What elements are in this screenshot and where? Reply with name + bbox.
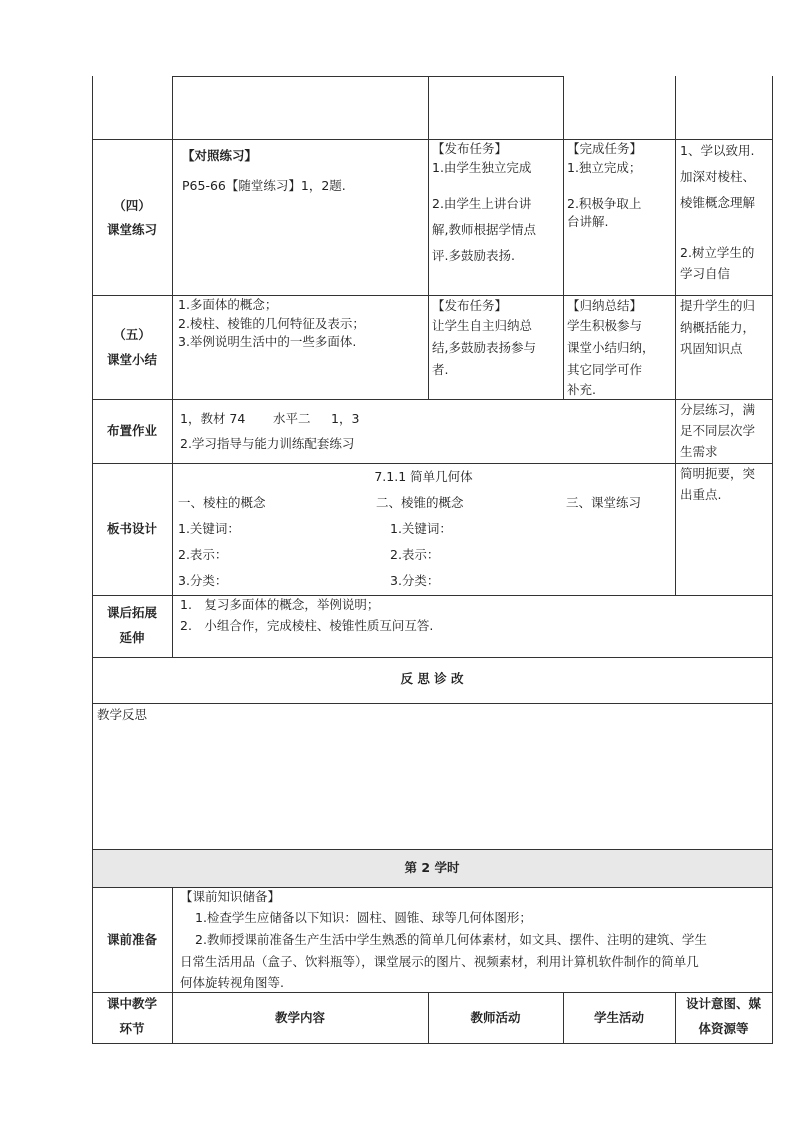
practice-design-line: 棱锥概念理解 bbox=[680, 195, 756, 210]
practice-design-line: 1、学以致用. bbox=[680, 143, 755, 158]
summary-student-line: 补充. bbox=[567, 382, 596, 397]
summary-design-line: 纳概括能力， bbox=[680, 320, 756, 335]
practice-teacher-title: 【发布任务】 bbox=[432, 141, 508, 156]
prep-line: 何体旋转视角图等. bbox=[180, 975, 284, 990]
board-col3-head: 三、课堂练习 bbox=[566, 495, 642, 510]
summary-design-line: 巩固知识点 bbox=[680, 341, 743, 356]
practice-design-line: 2.树立学生的 bbox=[680, 245, 755, 260]
rule bbox=[772, 76, 773, 658]
rule bbox=[675, 76, 676, 595]
prep-line: 1.检查学生应储备以下知识：圆柱、圆锥、球等几何体图形； bbox=[195, 910, 532, 925]
rule bbox=[92, 76, 93, 658]
prep-line: 2.教师授课前准备生产生活中学生熟悉的简单几何体素材，如文具、摆件、注明的建筑、学生 bbox=[195, 932, 707, 947]
practice-stage-label: 课堂练习 bbox=[106, 222, 157, 237]
board-col2-head: 二、棱锥的概念 bbox=[376, 495, 464, 510]
prep-label: 课前准备 bbox=[106, 932, 157, 947]
practice-design-line: 加深对棱柱、 bbox=[680, 169, 756, 184]
col-header-student: 学生活动 bbox=[593, 1010, 644, 1025]
homework-line1-a: 1，教材 74 bbox=[180, 411, 246, 426]
practice-teacher-line: 2.由学生上讲台讲 bbox=[432, 196, 532, 211]
rule bbox=[92, 295, 772, 296]
board-col1-head: 一、棱柱的概念 bbox=[178, 495, 266, 510]
practice-design-line: 学习自信 bbox=[680, 266, 731, 281]
summary-teacher-line: 让学生自主归纳总 bbox=[432, 318, 533, 333]
summary-content-line: 3.举例说明生活中的一些多面体. bbox=[178, 334, 357, 349]
practice-teacher-line: 评.多鼓励表扬. bbox=[432, 248, 515, 263]
rule bbox=[92, 595, 772, 596]
practice-content-title: 【对照练习】 bbox=[182, 148, 258, 163]
extension-label: 课后拓展 bbox=[106, 605, 157, 620]
summary-stage-num: （五） bbox=[113, 327, 151, 342]
reflection-header: 反 思 诊 改 bbox=[400, 671, 464, 686]
prep-line: 日常生活用品（盒子、饮料瓶等），课堂展示的图片、视频素材，利用计算机软件制作的简单几 bbox=[180, 954, 699, 969]
practice-student-line: 台讲解. bbox=[567, 214, 609, 229]
rule bbox=[92, 139, 772, 140]
board-design-line: 出重点. bbox=[680, 487, 722, 502]
homework-line2: 2.学习指导与能力训练配套练习 bbox=[180, 436, 355, 451]
rule bbox=[92, 399, 772, 400]
homework-design-line: 生需求 bbox=[680, 444, 718, 459]
rule bbox=[172, 76, 563, 77]
col-header-design: 设计意图、媒 bbox=[685, 996, 761, 1011]
practice-student-title: 【完成任务】 bbox=[567, 141, 643, 156]
homework-line1-b: 水平二 bbox=[273, 411, 311, 426]
practice-teacher-line: 1.由学生独立完成 bbox=[432, 160, 532, 175]
summary-teacher-title: 【发布任务】 bbox=[432, 298, 508, 313]
summary-design-line: 提升学生的归 bbox=[680, 298, 756, 313]
col-header-design: 体资源等 bbox=[698, 1021, 749, 1036]
summary-student-line: 课堂小结归纳， bbox=[567, 340, 655, 355]
summary-stage-label: 课堂小结 bbox=[106, 352, 157, 367]
practice-student-line: 1.独立完成； bbox=[567, 160, 642, 175]
summary-student-line: 学生积极参与 bbox=[567, 318, 643, 333]
rule bbox=[772, 703, 773, 1044]
lesson2-header: 第 2 学时 bbox=[404, 860, 460, 875]
summary-student-title: 【归纳总结】 bbox=[567, 298, 643, 313]
extension-label: 延伸 bbox=[119, 630, 145, 645]
rule bbox=[772, 658, 773, 703]
rule bbox=[92, 657, 772, 658]
practice-stage-num: （四） bbox=[113, 198, 151, 213]
summary-content-line: 1.多面体的概念； bbox=[178, 297, 278, 312]
practice-content-line: P65-66【随堂练习】1，2题. bbox=[182, 178, 346, 193]
rule bbox=[92, 703, 772, 704]
homework-design-line: 分层练习，满 bbox=[680, 402, 756, 417]
rule bbox=[92, 992, 772, 993]
col-header-teacher: 教师活动 bbox=[470, 1010, 521, 1025]
board-title: 7.1.1 简单几何体 bbox=[374, 469, 473, 484]
rule bbox=[428, 76, 429, 399]
board-design-line: 简明扼要，突 bbox=[680, 466, 756, 481]
rule bbox=[92, 463, 772, 464]
rule bbox=[172, 76, 173, 595]
extension-line: 1. 复习多面体的概念，举例说明； bbox=[180, 597, 380, 612]
board-col1-keyword: 1.关键词： bbox=[178, 521, 240, 536]
col-header-stage: 环节 bbox=[119, 1021, 145, 1036]
homework-design-line: 足不同层次学 bbox=[680, 423, 756, 438]
prep-title: 【课前知识储备】 bbox=[180, 889, 281, 904]
practice-student-line: 2.积极争取上 bbox=[567, 196, 642, 211]
board-label: 板书设计 bbox=[106, 521, 157, 536]
summary-content-line: 2.棱柱、棱锥的几何特征及表示； bbox=[178, 316, 365, 331]
board-col2-keyword: 1.关键词： bbox=[390, 521, 452, 536]
board-col2-represent: 2.表示： bbox=[390, 547, 440, 562]
rule bbox=[172, 595, 173, 657]
rule bbox=[92, 849, 772, 850]
homework-line1-c: 1，3 bbox=[331, 411, 360, 426]
col-header-content: 教学内容 bbox=[274, 1010, 325, 1025]
reflection-label: 教学反思 bbox=[97, 707, 148, 722]
col-header-stage: 课中教学 bbox=[106, 996, 157, 1011]
rule bbox=[92, 1043, 772, 1044]
rule bbox=[563, 76, 564, 399]
board-col2-classify: 3.分类： bbox=[390, 573, 440, 588]
practice-teacher-line: 解,教师根据学情点 bbox=[432, 222, 536, 237]
extension-line: 2. 小组合作，完成棱柱、棱锥性质互问互答. bbox=[180, 618, 434, 633]
board-col1-represent: 2.表示： bbox=[178, 547, 228, 562]
rule bbox=[92, 887, 772, 888]
summary-student-line: 其它同学可作 bbox=[567, 362, 643, 377]
summary-teacher-line: 者. bbox=[432, 362, 449, 377]
board-col1-classify: 3.分类： bbox=[178, 573, 228, 588]
homework-label: 布置作业 bbox=[106, 423, 157, 438]
summary-teacher-line: 结,多鼓励表扬参与 bbox=[432, 340, 536, 355]
